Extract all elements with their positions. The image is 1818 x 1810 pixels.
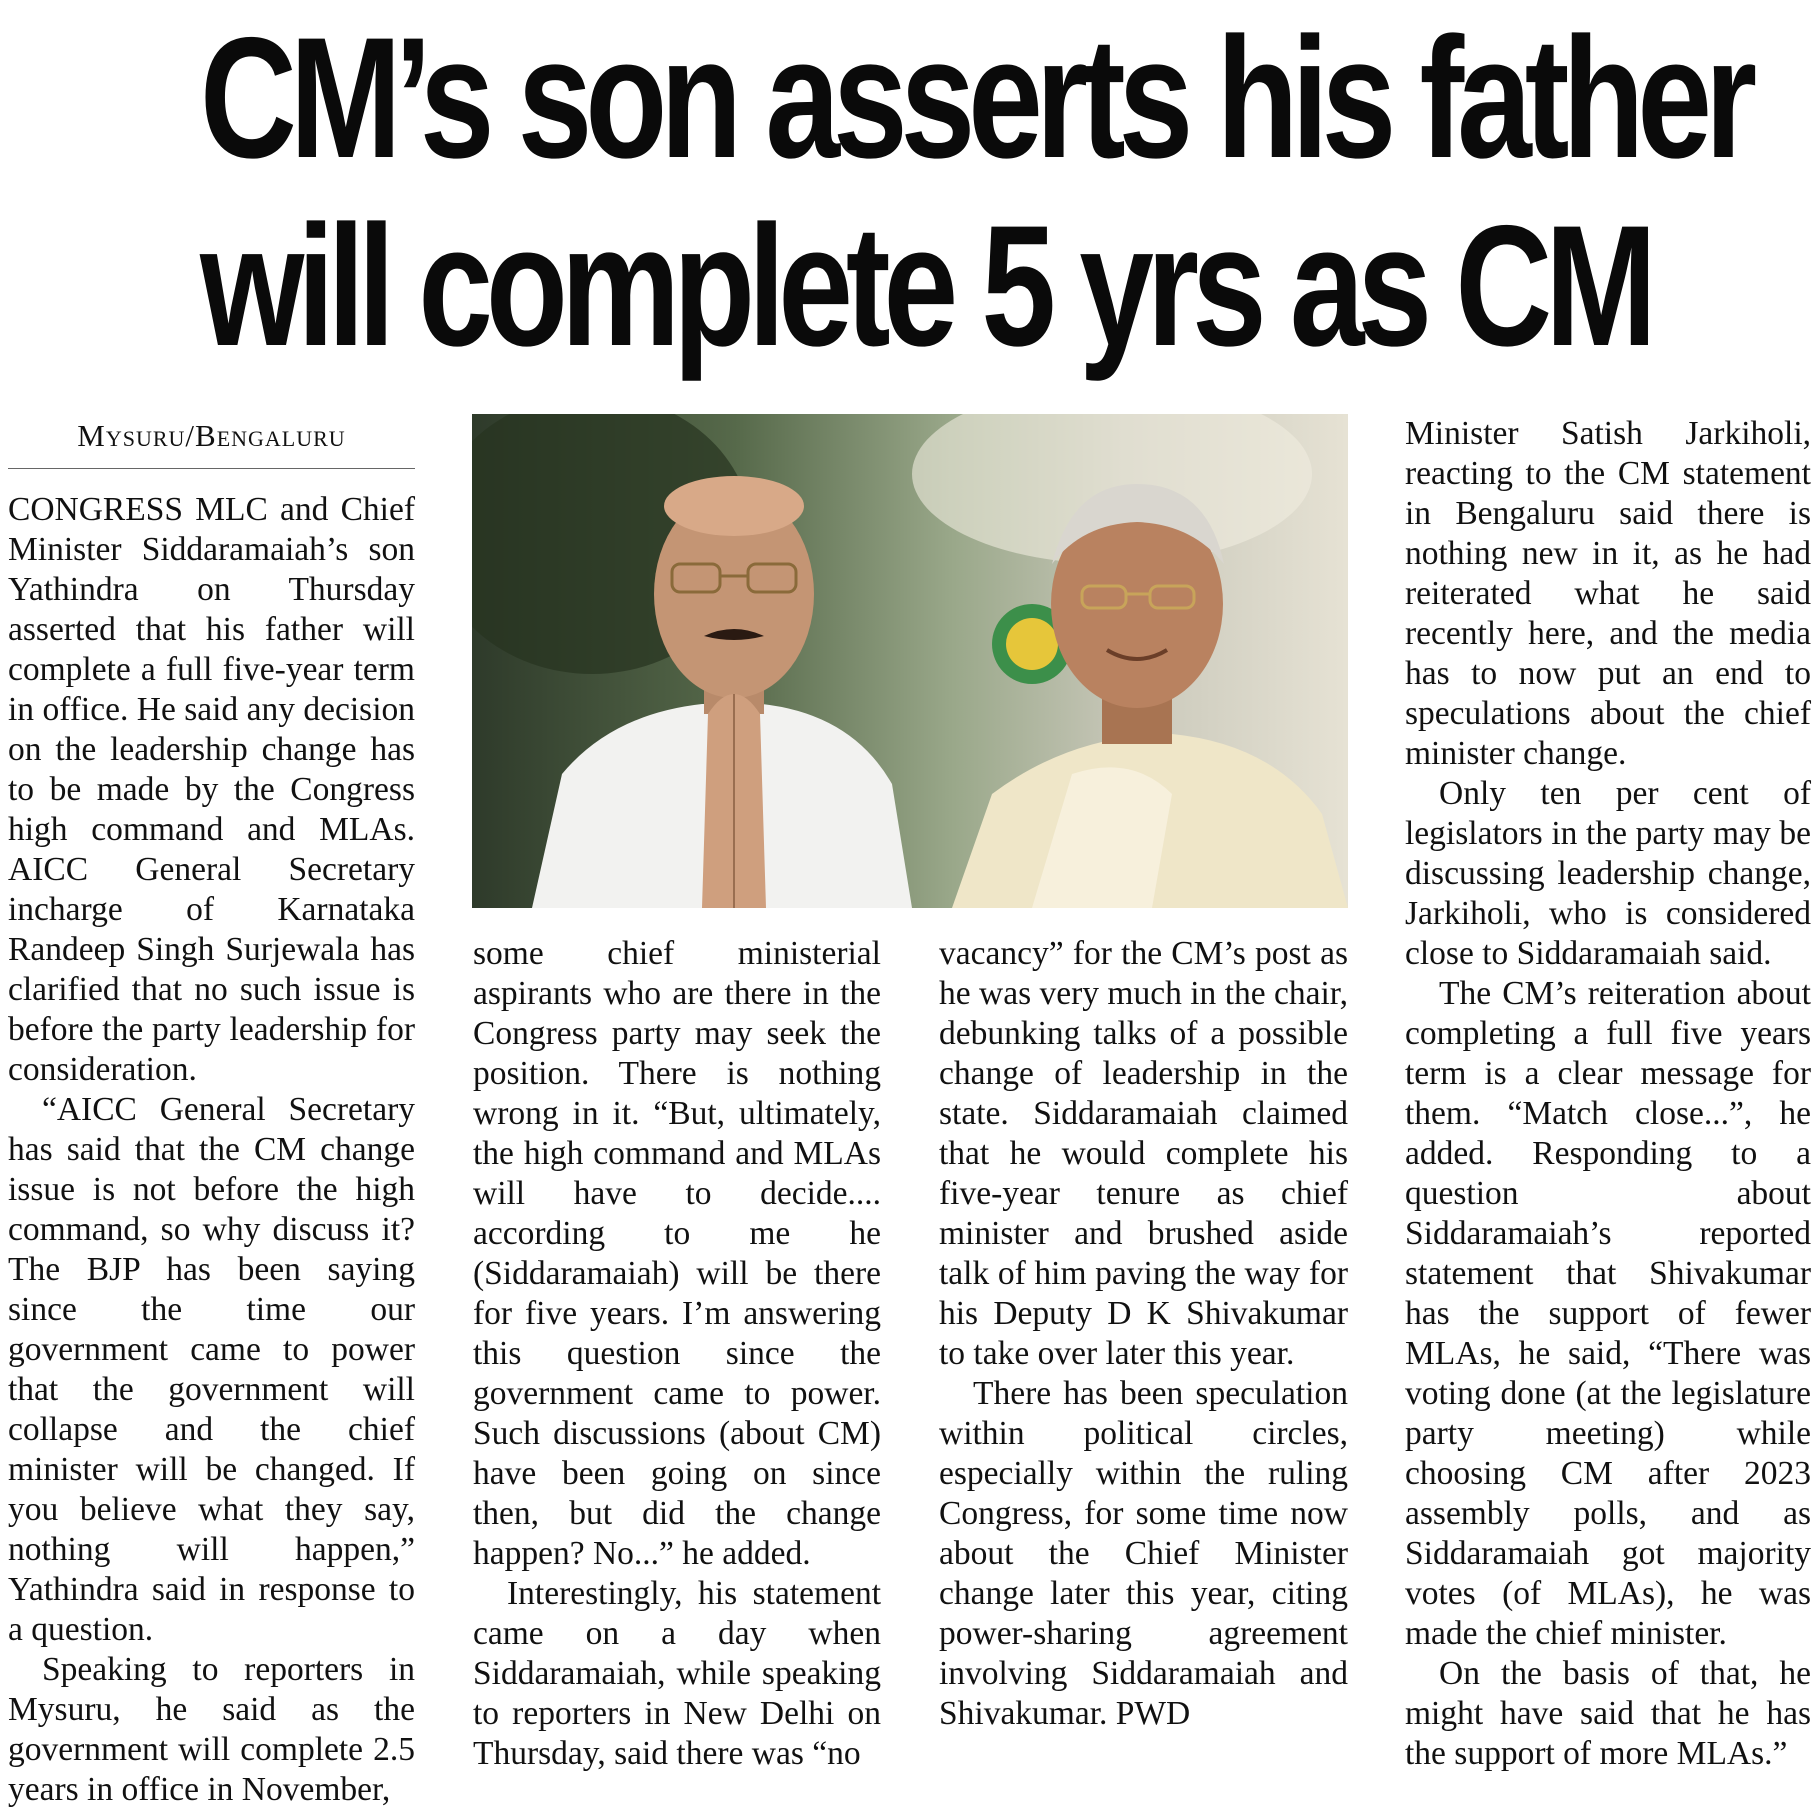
paragraph: There has been speculation within political circles, especially within the ruling Congress, for some time now about the Chief Minister change later this year, citing power-sharing agreement involving Siddaramaiah and Shivakumar. PWD: [939, 1375, 1348, 1732]
headline-line-1: CM’s son asserts his father: [199, 2, 1751, 194]
paragraph: Only ten per cent of legislators in the party may be discussing leadership change, Jarkiholi, who is considered close to Siddaramaiah said.: [1405, 775, 1811, 972]
paragraph: The CM’s reiteration about completing a full five years term is a clear message for them. “Match close...”, he added. Responding to a question about Siddaramaiah’s reported statement that Shivakumar has the support of fewer MLAs, he said, “There was voting done (at the legislature party meeting) while choosing CM after 2023 assembly polls, and as Siddaramaiah got majority votes (of MLAs), he was made the chief minister.: [1405, 975, 1811, 1652]
paragraph: vacancy” for the CM’s post as he was very much in the chair, debunking talks of a possible change of leadership in the state. Siddaramaiah claimed that he would complete his five-year tenure as chief minister and brushed aside talk of him paving the way for his Deputy D K Shivakumar to take over later this year.: [939, 935, 1348, 1372]
paragraph: CONGRESS MLC and Chief Minister Siddaramaiah’s son Yathindra on Thursday asserted that his father will complete a full five-year term in office. He said any decision on the leadership change has to be made by the Congress high command and MLAs. AICC General Secretary incharge of Karnataka Randeep Singh Surjewala has clarified that no such issue is before the party leadership for consideration.: [8, 491, 415, 1088]
article-column-1: [8, 490, 415, 1810]
article-column-4: [1405, 414, 1811, 1774]
article-column-2: [473, 934, 881, 1774]
paragraph: Interestingly, his statement came on a day when Siddaramaiah, while speaking to reporters in New Delhi on Thursday, said there was “no: [473, 1575, 881, 1772]
article-column-3: [939, 934, 1348, 1734]
headline-line-2: will complete 5 yrs as CM: [199, 190, 1650, 382]
paragraph: some chief ministerial aspirants who are there in the Congress party may seek the position. There is nothing wrong in it. “But, ultimately, the high command and MLAs will have to decide.... according to me he (Siddaramaiah) will be there for five years. I’m answering this question since the government came to power. Such discussions (about CM) have been going on since then, but did the change happen? No...” he added.: [473, 935, 881, 1572]
paragraph: Minister Satish Jarkiholi, reacting to the CM statement in Bengaluru said there is nothing new in it, as he had reiterated what he said recently here, and the media has to now put an end to speculations about the chief minister change.: [1405, 415, 1811, 772]
paragraph: Speaking to reporters in Mysuru, he said as the government will complete 2.5 years in office in November,: [8, 1651, 415, 1808]
paragraph: “AICC General Secretary has said that the CM change issue is not before the high command, so why discuss it? The BJP has been saying since the time our government came to power that the government will collapse and the chief minister will be changed. If you believe what they say, nothing will happen,” Yathindra said in response to a question.: [8, 1091, 415, 1648]
dateline: Mysuru/Bengaluru: [8, 418, 415, 469]
paragraph: On the basis of that, he might have said that he has the support of more MLAs.”: [1405, 1655, 1811, 1772]
news-photo: [472, 414, 1348, 908]
photo-illustration: [472, 414, 1348, 908]
